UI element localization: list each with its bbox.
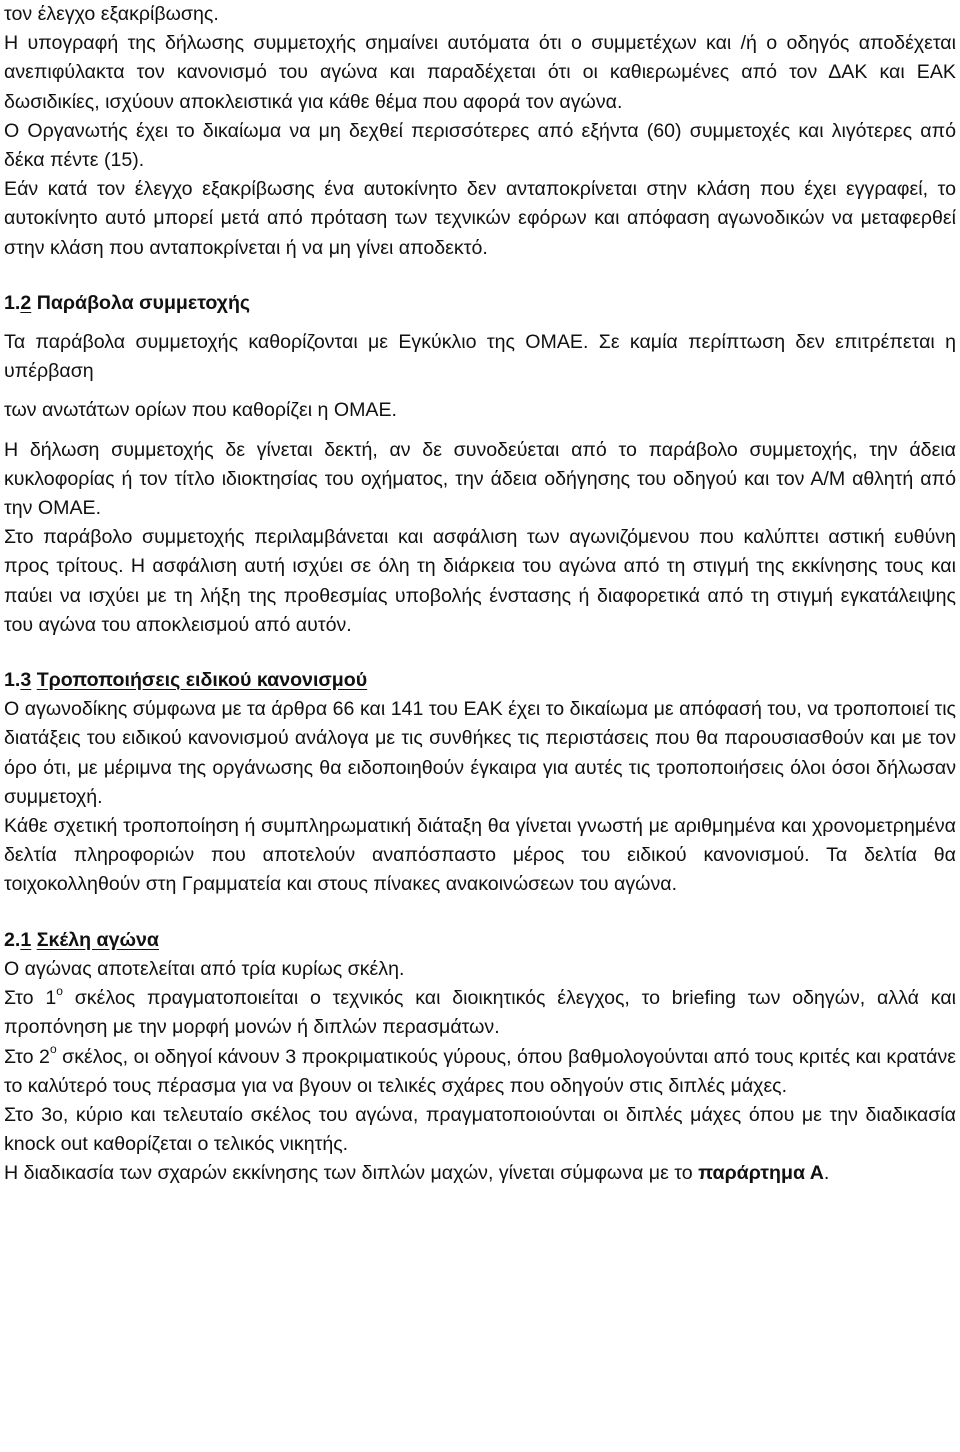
section-title-2-1: Σκέλη αγώνα: [36, 928, 159, 951]
paragraph-steward-amendments: Ο αγωνοδίκης σύμφωνα με τα άρθρα 66 και 141 του ΕΑΚ έχει το δικαίωμα με απόφασή του, να τροποποιεί τις διατάξεις του ειδικού κανονισμού ανάλογα με τις συνθήκες τις περιστάσεις που θα παρουσιασθούν και με τον όρο ότι, με μέριμνα της οργάνωσης θα ειδοποιηθούν έγκαιρα για αυτές τις τροποποιήσεις όλοι όσοι δήλωσαν συμμετοχή.: [4, 698, 956, 808]
paragraph-part-two: [4, 1043, 956, 1101]
part-two-ordinal: ο: [49, 1041, 57, 1056]
section-heading-1-3: [4, 666, 956, 695]
paragraph-fees-limits: των ανωτάτων ορίων που καθορίζει η ΟΜΑΕ.: [4, 399, 398, 422]
paragraph-check-end: τον έλεγχο εξακρίβωσης.: [4, 3, 219, 25]
part-one-ordinal: ο: [56, 983, 63, 998]
section-number-1-3-prefix: 1.: [4, 669, 21, 692]
part-two-prefix: Στο 2: [4, 1045, 50, 1068]
section-number-1-2-prefix: 1.: [4, 291, 21, 314]
grid-procedure-end: .: [823, 1162, 830, 1185]
paragraph-signature-acceptance: Η υπογραφή της δήλωσης συμμετοχής σημαίνει αυτόματα ότι ο συμμετέχων και /ή ο οδηγός αποδέχεται ανεπιφύλακτα τον κανονισμό του αγώνα και παραδέχεται ότι οι καθιερωμένες από τον ΔΑΚ και ΕΑΚ δωσιδικίες, ισχύουν αποκλειστικά για κάθε θέμα που αφορά τον αγώνα.: [4, 32, 956, 113]
paragraph-part-three: Στο 3ο, κύριο και τελευταίο σκέλος του αγώνα, πραγματοποιούνται οι διπλές μάχες όπου με την διαδικασία knock out καθορίζεται ο τελικός νικητής.: [4, 1103, 956, 1156]
grid-procedure-text: Η διαδικασία των σχαρών εκκίνησης των διπλών μαχών, γίνεται σύμφωνα με το: [4, 1162, 693, 1185]
paragraph-entry-documents: Η δήλωση συμμετοχής δε γίνεται δεκτή, αν δε συνοδεύεται από το παράβολο συμμετοχής, την άδεια κυκλοφορίας ή τον τίτλο ιδιοκτησίας του οχήματος, την άδεια οδήγησης του οδηγού και τον Α/Μ αθλητή από την ΟΜΑΕ.: [4, 438, 956, 520]
section-number-2-1-suffix: 1: [20, 928, 32, 951]
paragraph-grid-procedure: [4, 1159, 956, 1188]
part-one-text: σκέλος πραγματοποιείται ο τεχνικός και διοικητικός έλεγχος, το briefing των οδηγών, αλλά και προπόνηση με την μορφή μονών ή διπλών περασμάτων.: [4, 987, 956, 1039]
paragraph-organizer-entries: Ο Οργανωτής έχει το δικαίωμα να μη δεχθεί περισσότερες από εξήντα (60) συμμετοχές και λιγότερες από δέκα πέντε (15).: [4, 119, 956, 172]
paragraph-bulletins: Κάθε σχετική τροποποίηση ή συμπληρωματική διάταξη θα γίνεται γνωστή με αριθμημένα και χρονομετρημένα δελτία πληροφοριών που αποτελούν αναπόσπαστο μέρος του ειδικού κανονισμού. Τα δελτία θα τοιχοκολληθούν στη Γραμματεία και στους πίνακες ανακοινώσεων του αγώνα.: [4, 815, 956, 896]
paragraph-part-one: [4, 984, 956, 1042]
section-number-2-1-prefix: 2.: [4, 928, 21, 951]
paragraph-class-verification: Εάν κατά τον έλεγχο εξακρίβωσης ένα αυτοκίνητο δεν ανταποκρίνεται στην κλάση που έχει εγγραφεί, το αυτοκίνητο αυτό μπορεί μετά από πρόταση των τεχνικών εφόρων και απόφαση αγωνοδικών να μεταφερθεί στην κλάση που ανταποκρίνεται ή να μη γίνει αποδεκτό.: [4, 178, 956, 259]
section-title-1-3: Τροποποιήσεις ειδικού κανονισμού: [36, 669, 368, 692]
part-one-prefix: Στο 1: [4, 987, 57, 1010]
section-title-1-2: Παράβολα συμμετοχής: [36, 291, 251, 314]
appendix-a-reference: παράρτημα Α: [698, 1162, 824, 1185]
paragraph-insurance: Στο παράβολο συμμετοχής περιλαμβάνεται και ασφάλιση των αγωνιζόμενου που καλύπτει αστική ευθύνη προς τρίτους. Η ασφάλιση αυτή ισχύει σε όλη τη διάρκεια του αγώνα από τη στιγμή της εκκίνησης τους και παύει να ισχύει με τη λήξη της προθεσμίας υποβολής ένστασης ή διαφορετικά από τη στιγμή εγκατάλειψης του αγώνα του αποκλεισμού από αυτόν.: [4, 526, 956, 636]
part-two-text: σκέλος, οι οδηγοί κάνουν 3 προκριματικούς γύρους, όπου βαθμολογούνται από τους κριτές και κρατάνε το καλύτερό τους πέρασμα για να βγουν οι τελικές σχάρες που οδηγούν στις διπλές μάχες.: [4, 1045, 956, 1097]
paragraph-fees-circular: Τα παράβολα συμμετοχής καθορίζονται με Εγκύκλιο της ΟΜΑΕ. Σε καμία περίπτωση δεν επιτρέπεται η υπέρβαση: [4, 331, 956, 383]
section-heading-2-1: [4, 926, 956, 955]
section-number-1-2-suffix: 2: [20, 291, 32, 314]
section-heading-1-2: [4, 289, 956, 318]
paragraph-event-parts: Ο αγώνας αποτελείται από τρία κυρίως σκέλη.: [4, 957, 405, 980]
section-number-1-3-suffix: 3: [20, 669, 32, 692]
